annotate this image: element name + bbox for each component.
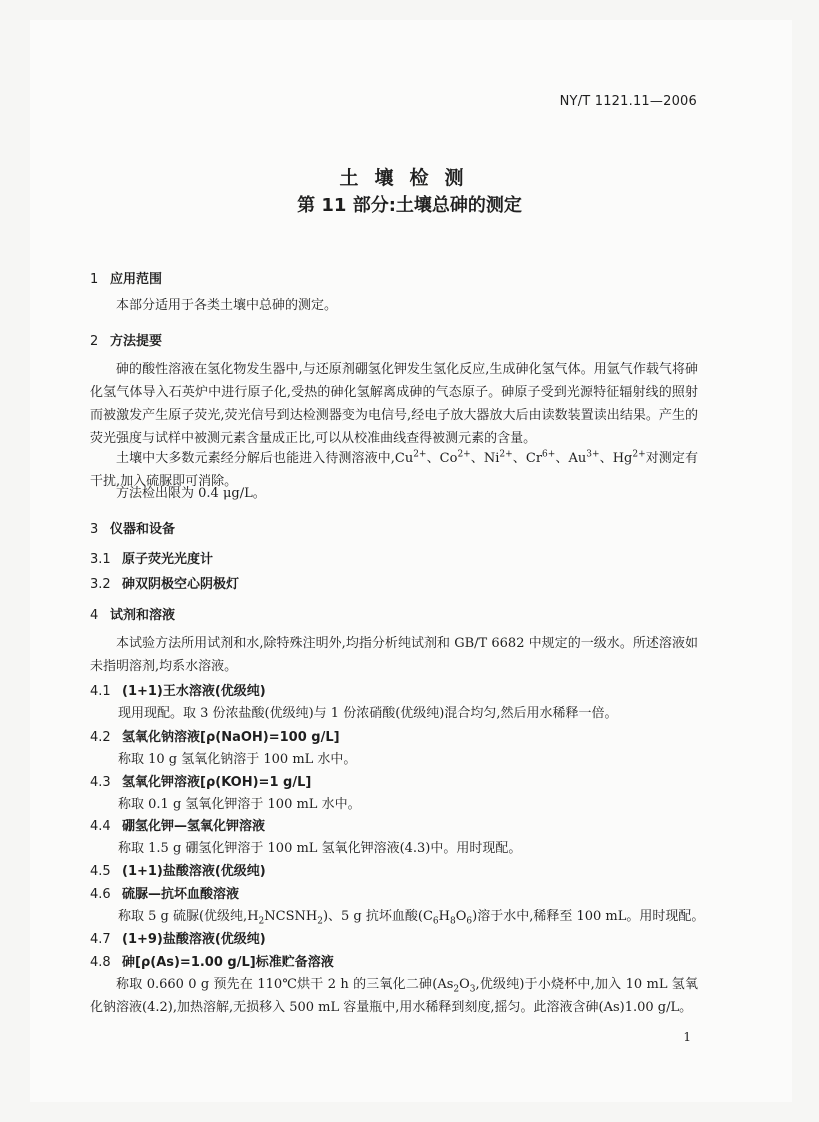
section-4-1-text: 现用现配。取 3 份浓盐酸(优级纯)与 1 份浓硝酸(优级纯)混合均匀,然后用水稀释一倍。: [118, 706, 618, 721]
section-1-heading: 1 应用范围: [90, 272, 163, 287]
section-3-2-heading: 3.2 砷双阴极空心阴极灯: [90, 577, 240, 592]
document-title: 土壤检测: [339, 167, 480, 189]
section-4-6-heading: 4.6 硫脲—抗坏血酸溶液: [90, 887, 240, 902]
document-subtitle: 第 11 部分:土壤总砷的测定: [297, 195, 522, 216]
section-2-heading: 2 方法提要: [90, 334, 163, 349]
section-4-6-text: 称取 5 g 硫脲(优级纯$,H_2NCSNH_2$)、5 g 抗坏血酸$(C_6H_8O_6)$溶于水中,稀释至 100 mL。用时现配。: [118, 909, 705, 927]
section-4-3-heading: 4.3 氢氧化钾溶液[ρ(KOH)=1 g/L]: [90, 775, 312, 790]
section-4-2-heading: 4.2 氢氧化钠溶液[ρ(NaOH)=100 g/L]: [90, 730, 340, 745]
section-3-heading: 3 仪器和设备: [90, 522, 176, 537]
section-2-paragraph-3: 方法检出限为 0.4 μg/L。: [116, 486, 266, 501]
page-number: 1: [683, 1030, 691, 1044]
section-4-7-heading: 4.7 (1+9)盐酸溶液(优级纯): [90, 932, 266, 947]
section-4-8-text: 称取 0.660 0 g 预先在 110℃烘干 2 h 的三氧化二砷($As_2O_3$,优级纯)于小烧杯中,加入 10 mL 氢氧化钠溶液(4.2),加热溶解,无损移入 500 mL 容量瓶中,用水稀释到刻度,摇匀。此溶液含砷(As)1.00 g/L。: [90, 977, 698, 1015]
section-4-intro: 本试验方法所用试剂和水,除特殊注明外,均指分析纯试剂和 GB/T 6682 中规定的一级水。所述溶液如未指明溶剂,均系水溶液。: [90, 636, 698, 674]
section-4-1-heading: 4.1 (1+1)王水溶液(优级纯): [90, 684, 266, 699]
section-4-4-text: 称取 1.5 g 硼氢化钾溶于 100 mL 氢氧化钾溶液(4.3)中。用时现配。: [118, 841, 522, 856]
section-4-5-heading: 4.5 (1+1)盐酸溶液(优级纯): [90, 864, 266, 879]
section-4-8-heading: 4.8 砷[ρ(As)=1.00 g/L]标准贮备溶液: [90, 955, 334, 970]
section-4-4-heading: 4.4 硼氢化钾—氢氧化钾溶液: [90, 819, 266, 834]
section-4-heading: 4 试剂和溶液: [90, 608, 176, 623]
section-4-2-text: 称取 10 g 氢氧化钠溶于 100 mL 水中。: [118, 752, 357, 767]
section-2-paragraph-2: 土壤中大多数元素经分解后也能进入待测溶液中$,Cu^{2+}$、$Co^{2+}$、$Ni^{2+}$、$Cr^{6+}$、$Au^{3+}$、$Hg^{2+}$对测定有干扰,加入硫脲即可消除。: [90, 449, 698, 489]
section-2-paragraph-1: 砷的酸性溶液在氢化物发生器中,与还原剂硼氢化钾发生氢化反应,生成砷化氢气体。用氩气作载气将砷化氢气体导入石英炉中进行原子化,受热的砷化氢解离成砷的气态原子。砷原子受到光源特征辐射线的照射而被激发产生原子荧光,荧光信号到达检测器变为电信号,经电子放大器放大后由读数装置读出结果。产生的荧光强度与试样中被测元素含量成正比,可以从校准曲线查得被测元素的含量。: [90, 362, 698, 446]
section-3-1-heading: 3.1 原子荧光光度计: [90, 552, 214, 567]
standard-number: NY/T 1121.11—2006: [559, 94, 697, 109]
section-4-3-text: 称取 0.1 g 氢氧化钾溶于 100 mL 水中。: [118, 797, 361, 812]
section-1-text: 本部分适用于各类土壤中总砷的测定。: [116, 298, 338, 313]
